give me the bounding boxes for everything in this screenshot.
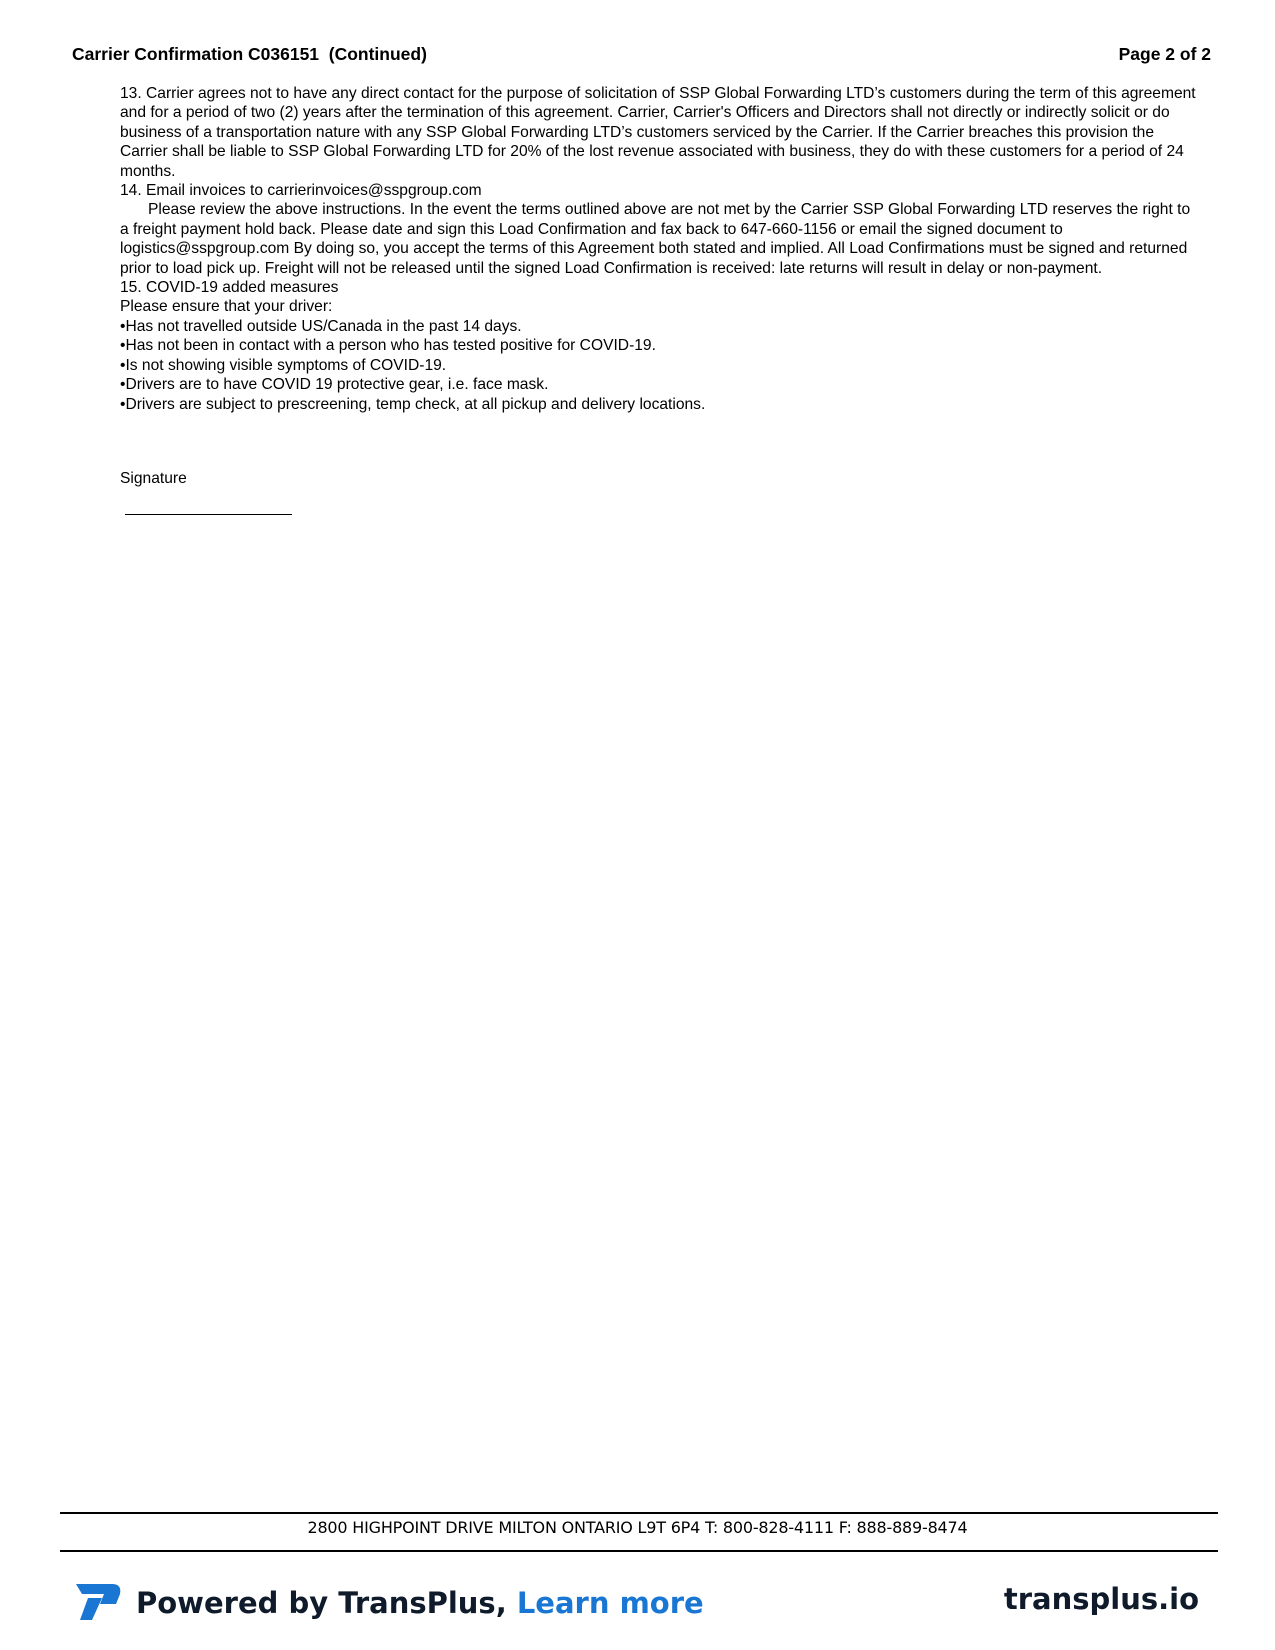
page-header [72,44,1211,65]
bullet-item: • Has not been in contact with a person who has tested positive for COVID-19. [120,336,1203,355]
footer-divider-top [60,1512,1218,1514]
page-number: Page 2 of 2 [1118,44,1211,64]
review-paragraph: Please review the above instructions. In the event the terms outlined above are not met by the Carrier SSP Global Forwarding LTD reserves the right to a freight payment hold back. Please date and sign this Load Confirmation and fax back to 647-660-1156 or email the signed document to logistics@sspgroup.com By doing so, you accept the terms of this Agreement both stated and implied. All Load Confirmations must be signed and returned prior to load pick up. Freight will not be released until the signed Load Confirmation is received: late returns will result in delay or non-payment. [120,201,1191,277]
clause-13: 13. Carrier agrees not to have any direct contact for the purpose of solicitation of SSP Global Forwarding LTD’s customers during the term of this agreement and for a period of two (2) years after the termination of this agreement. Carrier, Carrier's Officers and Directors shall not directly or indirectly solicit or do business of a transportation nature with any SSP Global Forwarding LTD’s customers serviced by the Carrier. If the Carrier breaches this provision the Carrier shall be liable to SSP Global Forwarding LTD for 20% of the lost revenue associated with business, they do with these customers for a period of 24 months. [120,85,1196,180]
clause-14: 14. Email invoices to carrierinvoices@sspgroup.com [120,182,482,200]
bullet-item: • Has not travelled outside US/Canada in the past 14 days. [120,317,1203,336]
signature-line [125,514,292,515]
signature-label: Signature [120,470,187,487]
powered-by-banner [72,1578,704,1627]
document-title: Carrier Confirmation C036151 (Continued) [72,44,427,64]
clause-15: 15. COVID-19 added measures [120,279,339,297]
learn-more-link[interactable]: Learn more [516,1585,704,1620]
bullet-item: • Drivers are to have COVID 19 protective gear, i.e. face mask. [120,375,1203,394]
transplus-logo-icon [72,1578,124,1627]
bullet-item: • Is not showing visible symptoms of COVID-19. [120,356,1203,375]
clause-15-intro: Please ensure that your driver: [120,298,333,316]
powered-by-text: Powered by TransPlus, [136,1585,517,1620]
terms-body [120,84,1203,414]
footer-divider-bottom [60,1550,1218,1552]
bullet-item: • Drivers are subject to prescreening, temp check, at all pickup and delivery locations. [120,395,1203,414]
transplus-domain-link[interactable]: transplus.io [1003,1582,1199,1616]
footer-address: 2800 HIGHPOINT DRIVE MILTON ONTARIO L9T 6P4 T: 800-828-4111 F: 888-889-8474 [307,1518,968,1537]
